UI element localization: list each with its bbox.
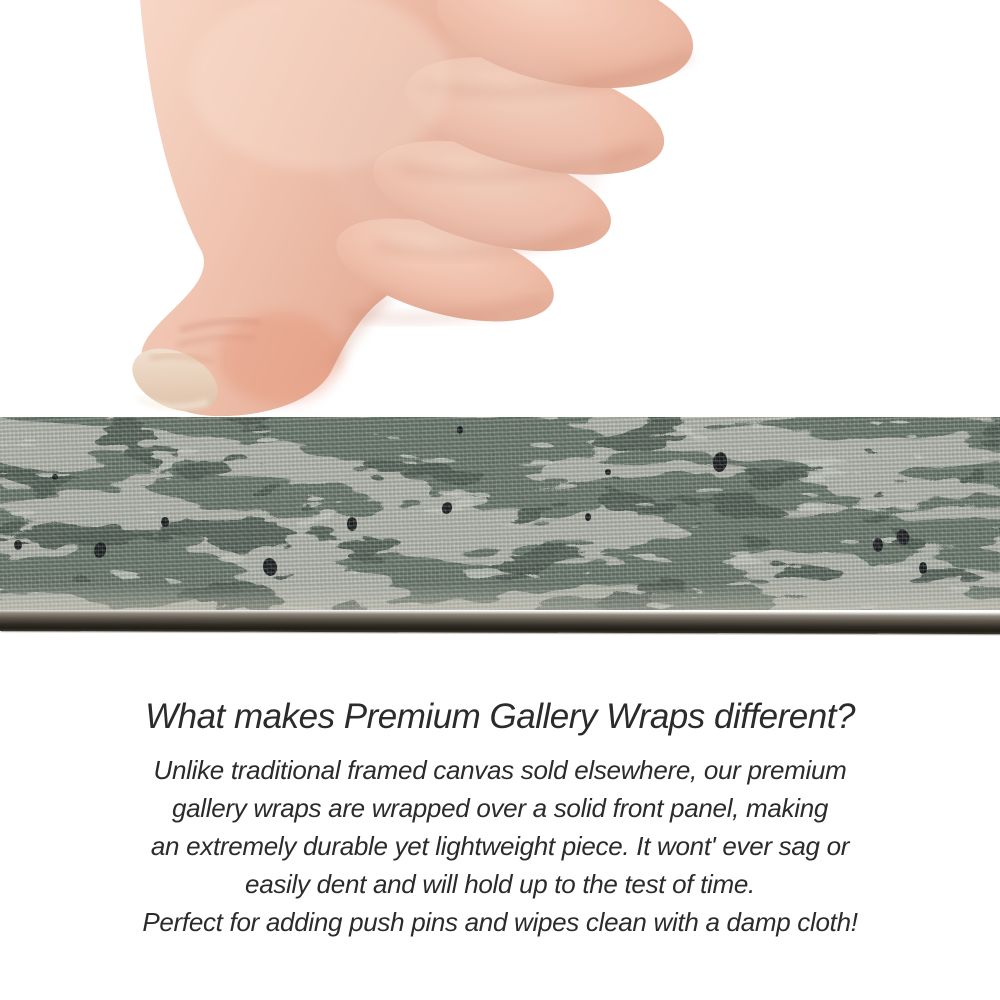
knuckle-pale-overlay	[325, 40, 605, 260]
thumb-tip-blush	[218, 312, 342, 404]
canvas-fold-highlight	[0, 584, 1000, 610]
canvas-strip-edge	[0, 609, 1000, 634]
canvas-weave-overlay	[0, 417, 1000, 610]
canvas-strip	[0, 417, 1000, 610]
body-line-2: gallery wraps are wrapped over a solid front panel, making	[171, 793, 829, 823]
hand-photo	[120, 0, 700, 420]
body-line-5: Perfect for adding push pins and wipes clean with a damp cloth!	[142, 907, 858, 937]
caption-block	[0, 697, 1000, 941]
body-line-1: Unlike traditional framed canvas sold elsewhere, our premium	[153, 755, 847, 785]
body-line-3: an extremely durable yet lightweight piece. It wont' ever sag or	[150, 831, 850, 861]
body-line-4: easily dent and will hold up to the test of time.	[245, 869, 755, 899]
headline: What makes Premium Gallery Wraps different?	[145, 697, 855, 736]
